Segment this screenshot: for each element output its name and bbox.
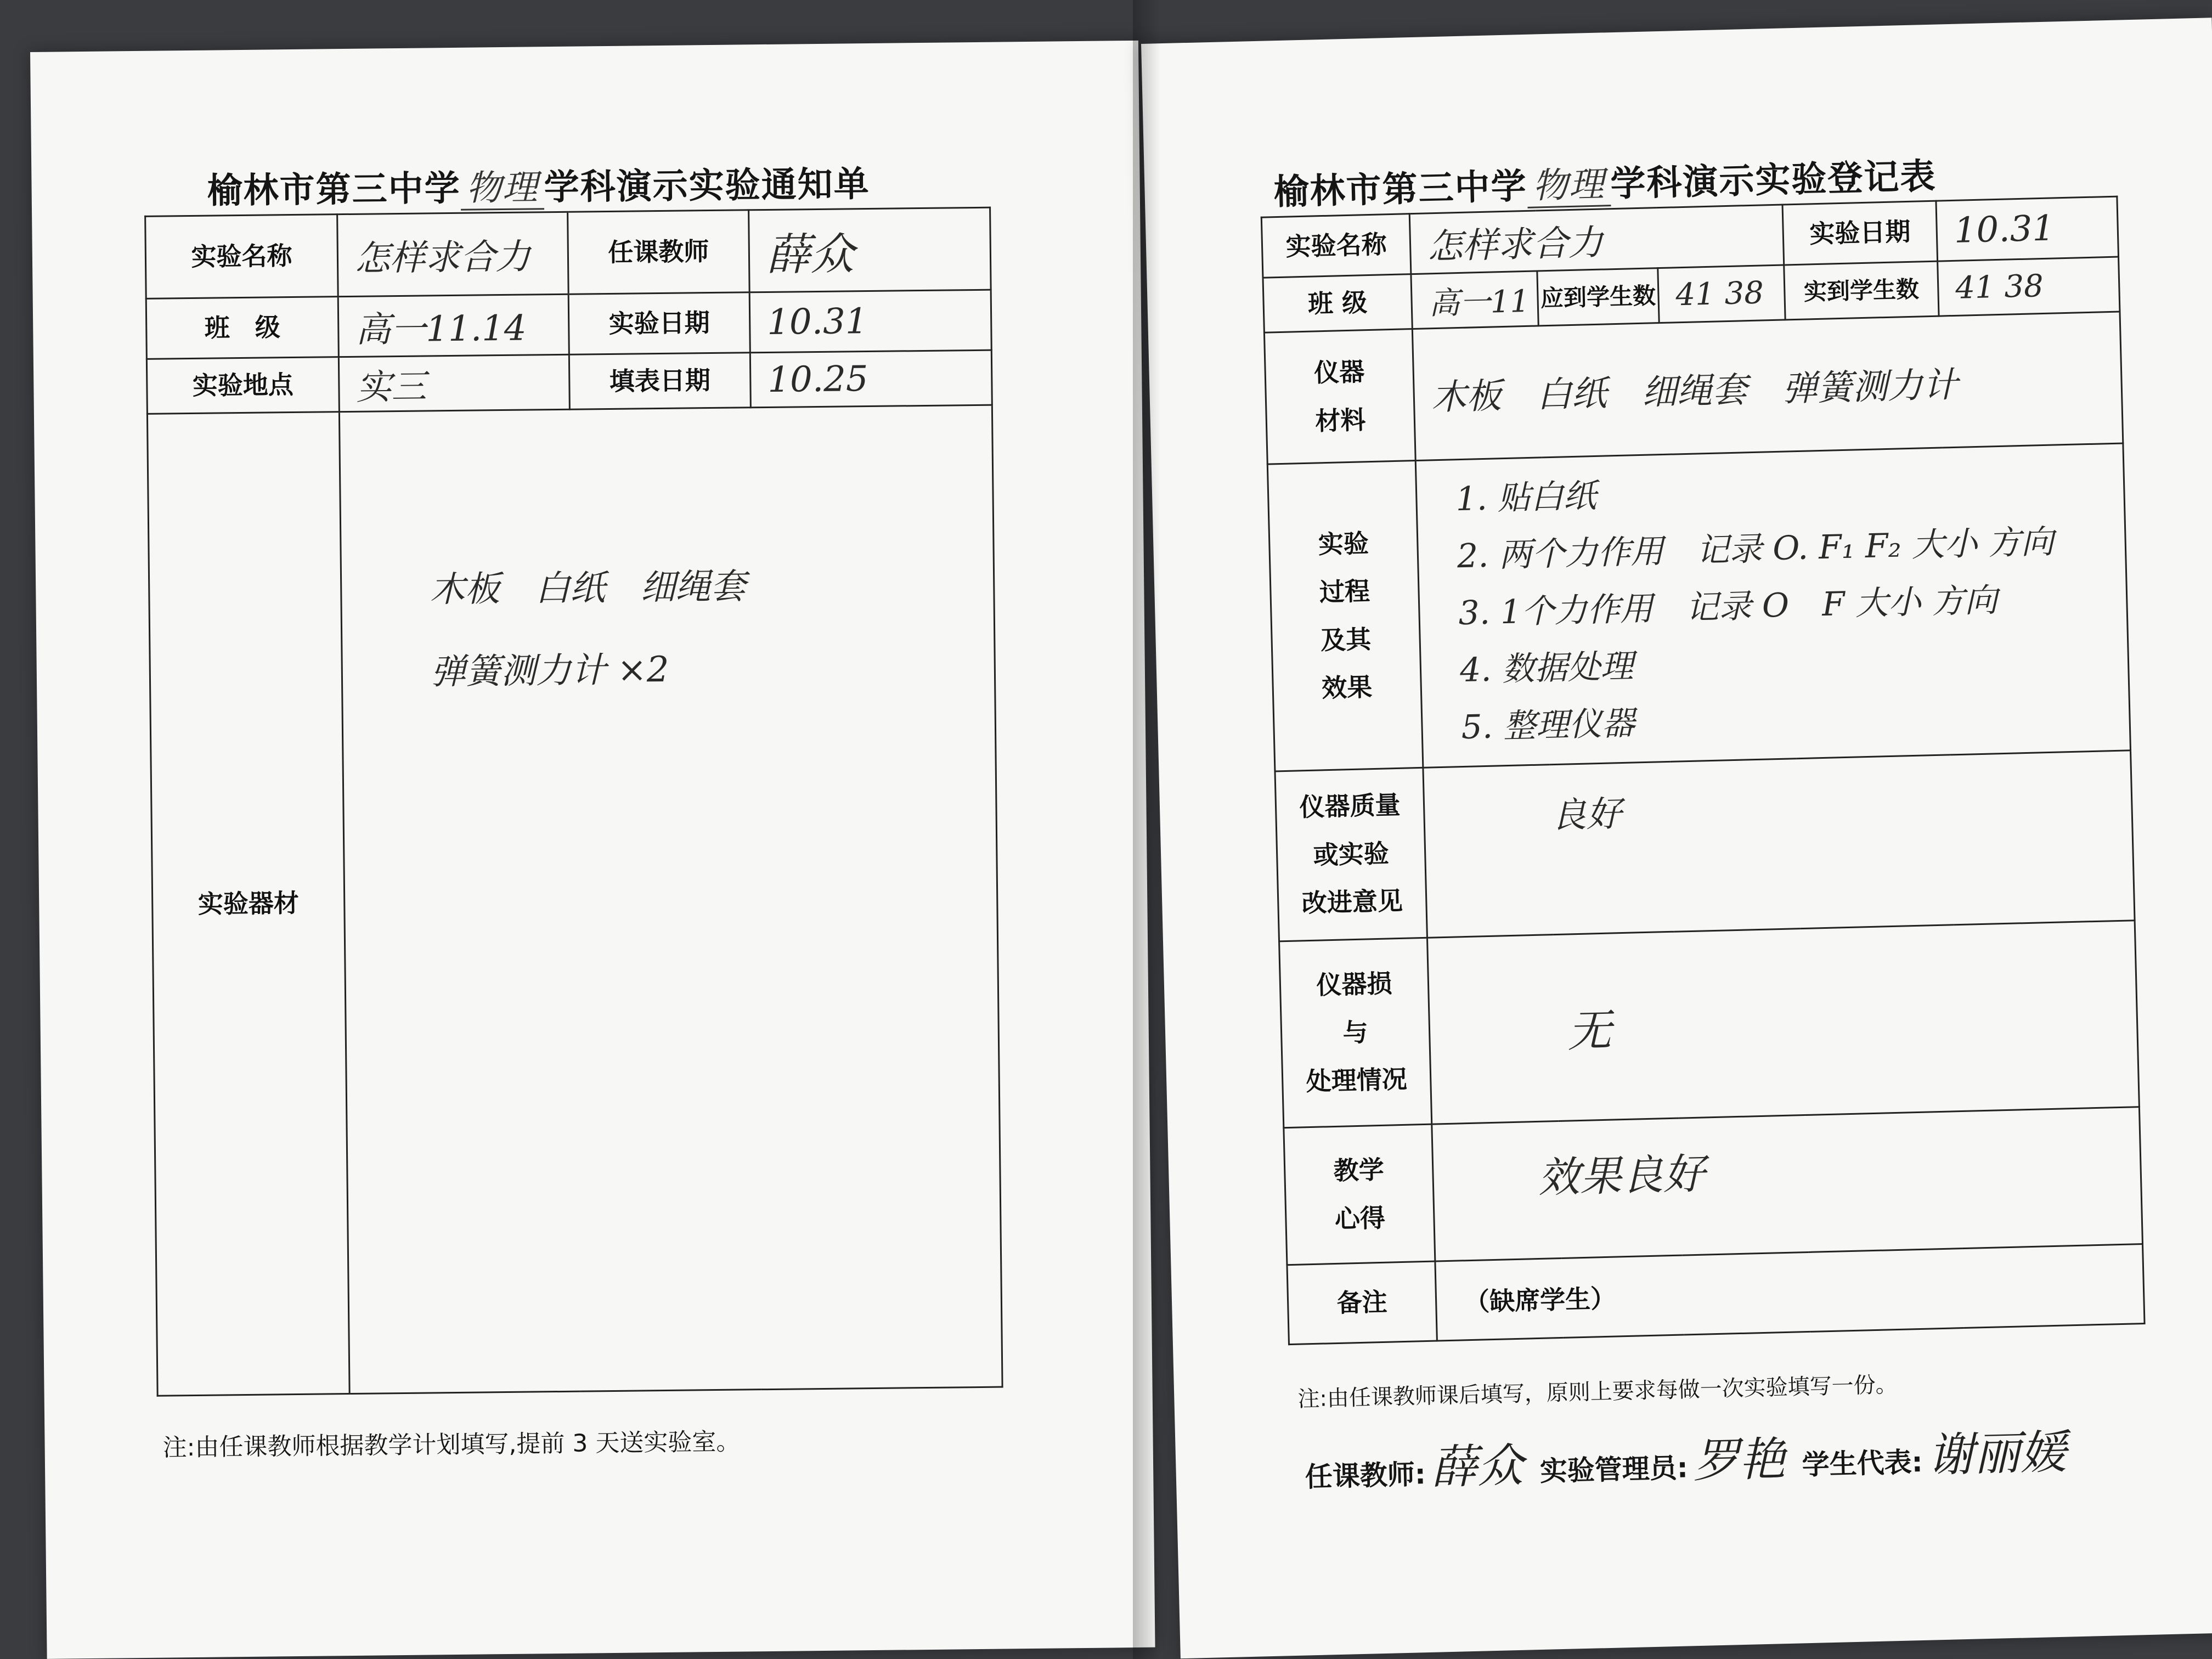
sheet-gap-shadow <box>1133 0 1160 1659</box>
student-signature: 谢丽媛 <box>1927 1425 2067 1482</box>
label-damage <box>1279 938 1432 1127</box>
value-expected-students: 41 38 <box>1675 275 1764 313</box>
value-experiment-date: 10.31 <box>1953 207 2055 251</box>
process-step: 3. 1个力作用 记录 O F 大小 方向 <box>1458 580 1998 633</box>
notification-table <box>144 207 1003 1397</box>
label-actual-students: 实到学生数 <box>1784 261 1939 320</box>
label-expected-students: 应到学生数 <box>1537 268 1659 326</box>
value-damage: 无 <box>1567 1005 1612 1057</box>
title-subject: 物理 <box>1527 164 1611 208</box>
registration-footnote: 注:由任课教师课后填写，原则上要求每做一次实验填写一份。 <box>1297 1372 1898 1412</box>
label-fill-date: 填表日期 <box>569 353 751 409</box>
registration-table <box>1261 196 2146 1346</box>
label-quality-line1: 仪器质量 <box>1299 790 1401 822</box>
label-location: 实验地点 <box>146 357 339 414</box>
registration-sheet <box>1141 18 2212 1658</box>
value-materials: 木板 白纸 细绳套 弹簧测力计 <box>1431 364 1959 418</box>
label-teaching-notes <box>1284 1124 1435 1265</box>
label-process-line2: 过程 <box>1319 576 1370 607</box>
value-experiment-date: 10.31 <box>766 301 868 343</box>
label-materials-line1: 仪器 <box>1313 357 1365 388</box>
admin-signature-label: 实验管理员: <box>1539 1452 1689 1488</box>
label-equipment: 实验器材 <box>147 412 349 1396</box>
label-process <box>1267 461 1423 771</box>
process-step: 2. 两个力作用 记录 O. F₁ F₂ 大小 方向 <box>1457 522 2055 575</box>
label-experiment-date: 实验日期 <box>568 292 750 354</box>
label-class: 班 级 <box>1263 274 1412 333</box>
process-step: 1. 贴白纸 <box>1455 476 1597 518</box>
label-teaching-line2: 心得 <box>1334 1203 1386 1234</box>
signature-row <box>1304 1415 2084 1500</box>
value-fill-date: 10.25 <box>767 358 868 400</box>
value-quality: 良好 <box>1550 794 1622 837</box>
value-actual-students: 41 38 <box>1955 268 2044 306</box>
notification-footnote: 注:由任课教师根据教学计划填写,提前 3 天送实验室。 <box>162 1427 741 1462</box>
label-experiment-date: 实验日期 <box>1782 201 1938 265</box>
label-quality <box>1275 768 1427 941</box>
process-step: 4. 数据处理 <box>1459 646 1634 690</box>
title-form-name: 学科演示实验通知单 <box>544 163 870 208</box>
title-school: 榆林市第三中学 <box>207 168 461 212</box>
notification-title <box>207 156 870 213</box>
label-materials <box>1264 329 1415 465</box>
label-damage-line2: 与 <box>1342 1017 1369 1048</box>
value-experiment-name: 怎样求合力 <box>1427 222 1604 267</box>
teacher-signature: 薛众 <box>1430 1438 1524 1494</box>
admin-signature: 罗艳 <box>1692 1432 1786 1488</box>
value-experiment-name: 怎样求合力 <box>354 236 531 279</box>
teacher-signature-label: 任课教师: <box>1305 1458 1426 1493</box>
student-signature-label: 学生代表: <box>1801 1446 1923 1481</box>
notification-sheet <box>30 41 1155 1659</box>
label-process-line4: 效果 <box>1321 672 1373 703</box>
label-quality-line2: 或实验 <box>1313 838 1390 870</box>
value-teaching-notes: 效果良好 <box>1537 1149 1706 1202</box>
label-remark: 备注 <box>1287 1261 1437 1345</box>
label-materials-line2: 材料 <box>1314 404 1367 436</box>
label-experiment-name: 实验名称 <box>1261 214 1411 278</box>
title-school: 榆林市第三中学 <box>1273 166 1528 213</box>
process-step: 5. 整理仪器 <box>1460 703 1635 747</box>
process-steps-list <box>1455 454 2129 756</box>
label-damage-line1: 仪器损 <box>1316 968 1393 1001</box>
title-subject: 物理 <box>460 167 544 211</box>
value-equipment-line1: 木板 白纸 细绳套 <box>429 566 746 611</box>
label-teacher: 任课教师 <box>568 210 750 294</box>
title-form-name: 学科演示实验登记表 <box>1610 156 1937 205</box>
label-damage-line3: 处理情况 <box>1306 1064 1408 1097</box>
label-experiment-name: 实验名称 <box>145 215 338 299</box>
label-quality-line3: 改进意见 <box>1301 886 1403 918</box>
value-teacher: 薛众 <box>766 228 855 280</box>
value-remark: （缺席学生） <box>1464 1283 1616 1317</box>
label-process-line3: 及其 <box>1320 624 1372 655</box>
value-class: 高一11.14 <box>355 308 527 351</box>
value-location: 实三 <box>356 366 427 408</box>
value-class: 高一11 <box>1428 283 1530 321</box>
label-class: 班 级 <box>146 297 338 359</box>
label-teaching-line1: 教学 <box>1333 1154 1385 1186</box>
value-equipment-line2: 弹簧测力计 ×2 <box>430 649 669 693</box>
label-process-line1: 实验 <box>1318 528 1369 560</box>
